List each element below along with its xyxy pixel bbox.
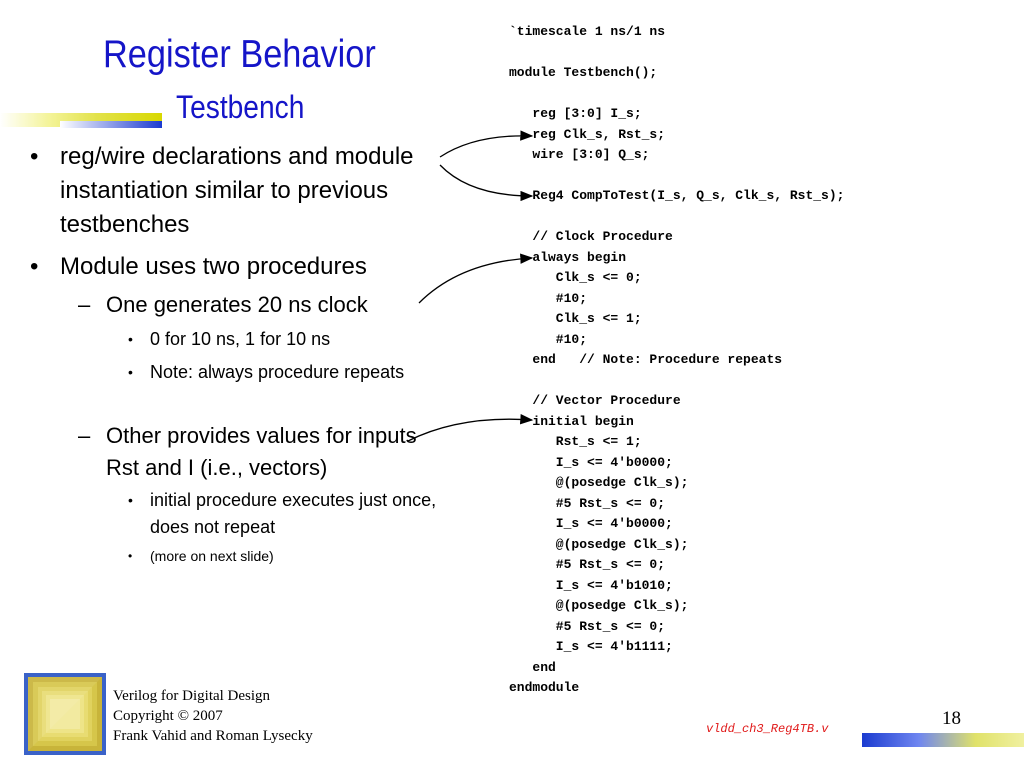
code-line: Reg4 CompToTest(I_s, Q_s, Clk_s, Rst_s); xyxy=(509,188,845,203)
code-line: Clk_s <= 1; xyxy=(509,311,642,326)
publisher-logo xyxy=(24,673,106,755)
dash-marker: – xyxy=(78,292,91,317)
code-line: reg Clk_s, Rst_s; xyxy=(509,126,666,142)
code-line: `timescale 1 ns/1 ns xyxy=(509,24,666,39)
footer-book-title: Verilog for Digital Design xyxy=(113,688,271,704)
code-line: Rst_s <= 1; xyxy=(509,434,642,449)
slide-title: Register Behavior xyxy=(103,33,376,76)
code-line: I_s <= 4'b1010; xyxy=(509,577,673,593)
code-line: reg [3:0] I_s; xyxy=(509,106,642,121)
bullet-marker: • xyxy=(30,143,39,170)
sub-bullet-text: Other provides values for inputs Rst and I (i.e., vectors) xyxy=(106,423,417,480)
footer-credits xyxy=(113,686,313,746)
footer-accent-bar xyxy=(862,733,1024,747)
page-number: 18 xyxy=(942,708,961,729)
footer-copyright: Copyright © 2007 xyxy=(113,708,223,724)
code-line: endmodule xyxy=(509,680,580,695)
bullet-marker: • xyxy=(30,253,39,280)
arrow-to-vector-procedure xyxy=(408,419,532,441)
arrow-to-clock-procedure xyxy=(419,258,532,303)
code-line: Clk_s <= 0; xyxy=(509,270,642,285)
footer-authors: Frank Vahid and Roman Lysecky xyxy=(113,728,313,744)
sub-sub-bullet-text: (more on next slide) xyxy=(150,548,274,564)
slide-subtitle: Testbench xyxy=(176,89,305,125)
code-line: I_s <= 4'b0000; xyxy=(509,454,673,470)
bullet-marker: • xyxy=(128,549,133,563)
code-line: always begin xyxy=(509,249,627,265)
source-filename: vldd_ch3_Reg4TB.v xyxy=(706,722,829,736)
code-line: end // Note: Procedure repeats xyxy=(509,352,783,367)
code-line: @(posedge Clk_s); xyxy=(509,536,689,552)
code-line: #5 Rst_s <= 0; xyxy=(509,495,666,511)
bullet-text: reg/wire declarations and module instantiation similar to previous testbenches xyxy=(60,143,414,238)
code-line: @(posedge Clk_s); xyxy=(509,598,689,613)
code-line: end xyxy=(509,659,556,675)
code-line: module Testbench(); xyxy=(509,65,658,80)
arrow-to-declarations xyxy=(440,136,532,157)
code-line: I_s <= 4'b1111; xyxy=(509,639,673,654)
arrow-to-instantiation xyxy=(440,165,532,196)
bullet-marker: • xyxy=(128,364,133,380)
code-line: #5 Rst_s <= 0; xyxy=(509,557,666,572)
sub-sub-bullet-text: 0 for 10 ns, 1 for 10 ns xyxy=(150,329,331,349)
code-line: // Clock Procedure xyxy=(509,229,673,244)
code-line: #10; xyxy=(509,290,588,306)
code-line: wire [3:0] Q_s; xyxy=(509,147,650,162)
code-line: initial begin xyxy=(509,413,634,429)
sub-bullet-text: One generates 20 ns clock xyxy=(106,292,368,317)
code-line: @(posedge Clk_s); xyxy=(509,475,689,490)
code-line: // Vector Procedure xyxy=(509,393,681,408)
sub-sub-bullet-text: Note: always procedure repeats xyxy=(150,362,405,382)
code-line: #5 Rst_s <= 0; xyxy=(509,618,666,634)
bullet-marker: • xyxy=(128,492,133,508)
code-line: I_s <= 4'b0000; xyxy=(509,516,673,531)
bullet-marker: • xyxy=(128,331,133,347)
code-line: #10; xyxy=(509,331,588,347)
sub-sub-bullet-text: initial procedure executes just once, does not repeat xyxy=(150,490,437,537)
dash-marker: – xyxy=(78,423,91,448)
bullet-text: Module uses two procedures xyxy=(60,253,367,280)
